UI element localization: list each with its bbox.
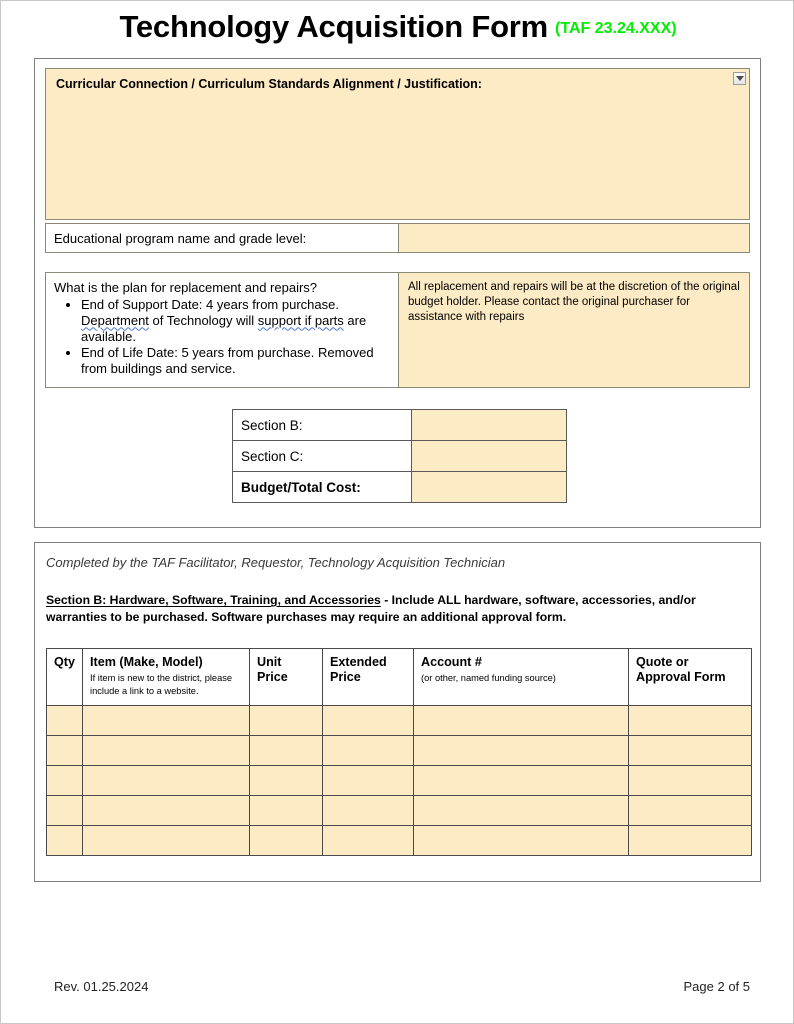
column-header-qty (47, 649, 83, 706)
column-header-account (414, 649, 629, 706)
column-header-item-sub: If item is new to the district, please include a link to a website. (90, 673, 233, 696)
cell-quote[interactable] (629, 765, 752, 795)
column-header-account-label: Account # (421, 655, 482, 669)
page-footer (1, 979, 794, 999)
cell-unit-price[interactable] (250, 795, 323, 825)
cell-qty[interactable] (47, 705, 83, 735)
section-b-items-table (46, 648, 752, 856)
spellcheck-flagged-word: Department (81, 312, 149, 328)
section-b-heading: Section B: Hardware, Software, Training, and Accessories (46, 593, 381, 607)
cell-qty[interactable] (47, 735, 83, 765)
summary-label-budget-total: Budget/Total Cost: (233, 472, 412, 503)
items-table-head (47, 649, 752, 706)
cell-quote[interactable] (629, 795, 752, 825)
educational-program-input[interactable] (399, 223, 750, 253)
cell-qty[interactable] (47, 795, 83, 825)
column-header-quote (629, 649, 752, 706)
items-table-body (47, 705, 752, 855)
column-header-account-sub: (or other, named funding source) (421, 673, 556, 684)
cell-extended-price[interactable] (323, 735, 414, 765)
page-title (1, 9, 794, 45)
replacement-plan-row (45, 272, 750, 388)
bullet-2-text: End of Life Date: 5 years from purchase. Removed from buildings and service. (81, 345, 374, 377)
cell-unit-price[interactable] (250, 765, 323, 795)
chevron-down-icon[interactable] (733, 72, 746, 85)
section-a-container (34, 58, 761, 528)
cell-item[interactable] (83, 765, 250, 795)
cell-quote[interactable] (629, 735, 752, 765)
curricular-connection-field[interactable] (45, 68, 750, 220)
summary-label-section-c: Section C: (233, 441, 412, 472)
table-row (233, 410, 567, 441)
completed-by-note: Completed by the TAF Facilitator, Requestor, Technology Acquisition Technician (46, 555, 506, 570)
cell-item[interactable] (83, 795, 250, 825)
table-row (47, 735, 752, 765)
section-b-container (34, 542, 761, 882)
cell-item[interactable] (83, 705, 250, 735)
cell-extended-price[interactable] (323, 825, 414, 855)
cell-account[interactable] (414, 765, 629, 795)
chevron-down-glyph (736, 76, 744, 81)
summary-value-budget-total[interactable] (412, 472, 567, 503)
cell-unit-price[interactable] (250, 735, 323, 765)
table-row (47, 705, 752, 735)
cell-qty[interactable] (47, 765, 83, 795)
summary-value-section-b[interactable] (412, 410, 567, 441)
column-header-quote-label: Quote or Approval Form (636, 655, 726, 685)
column-header-item-label: Item (Make, Model) (90, 655, 203, 669)
summary-value-section-c[interactable] (412, 441, 567, 472)
bullet-1-post: are available. (81, 312, 367, 344)
cost-summary-body (233, 410, 567, 503)
column-header-extended-price (323, 649, 414, 706)
bullet-1-pre: End of Support Date: 4 years from purchase. (81, 296, 339, 312)
table-row (233, 441, 567, 472)
list-item (81, 297, 390, 345)
cell-extended-price[interactable] (323, 705, 414, 735)
cell-item[interactable] (83, 825, 250, 855)
section-b-description: - Include ALL hardware, software, accessories, and/or warranties to be purchased. Software purchases may require an additional approval form. (46, 593, 696, 625)
column-header-item (83, 649, 250, 706)
cell-account[interactable] (414, 705, 629, 735)
curricular-connection-label: Curricular Connection / Curriculum Standards Alignment / Justification: (56, 77, 482, 91)
cell-quote[interactable] (629, 705, 752, 735)
replacement-plan-question (45, 272, 399, 388)
column-header-unit-price-label: Unit Price (257, 655, 288, 685)
replacement-plan-answer[interactable]: All replacement and repairs will be at the discretion of the original budget holder. Please contact the original purchaser for assistance with repairs (399, 272, 750, 388)
cell-account[interactable] (414, 825, 629, 855)
table-row (47, 795, 752, 825)
cell-quote[interactable] (629, 825, 752, 855)
cell-extended-price[interactable] (323, 795, 414, 825)
cost-summary-table (232, 409, 567, 503)
replacement-plan-question-text: What is the plan for replacement and repairs? (54, 280, 318, 295)
list-item (81, 345, 390, 377)
cell-account[interactable] (414, 795, 629, 825)
replacement-plan-bullet-list (54, 297, 390, 377)
cell-unit-price[interactable] (250, 825, 323, 855)
cell-account[interactable] (414, 735, 629, 765)
form-code-text: (TAF 23.24.XXX) (555, 20, 677, 37)
cell-item[interactable] (83, 735, 250, 765)
bullet-1-mid: of Technology will (148, 312, 258, 328)
column-header-extended-price-label: Extended Price (330, 655, 387, 685)
column-header-qty-label: Qty (54, 655, 75, 669)
table-header-row (47, 649, 752, 706)
page-number-text: Page 2 of 5 (683, 979, 750, 994)
spellcheck-flagged-phrase: support if parts (257, 312, 344, 328)
summary-label-section-b: Section B: (233, 410, 412, 441)
revision-text: Rev. 01.25.2024 (54, 979, 149, 994)
table-row (233, 472, 567, 503)
column-header-unit-price (250, 649, 323, 706)
educational-program-label: Educational program name and grade level: (45, 223, 399, 253)
cell-unit-price[interactable] (250, 705, 323, 735)
page-title-text: Technology Acquisition Form (119, 9, 549, 44)
cell-extended-price[interactable] (323, 765, 414, 795)
cell-qty[interactable] (47, 825, 83, 855)
table-row (47, 825, 752, 855)
section-b-heading-block (46, 592, 746, 627)
table-row (47, 765, 752, 795)
educational-program-row (45, 223, 750, 253)
